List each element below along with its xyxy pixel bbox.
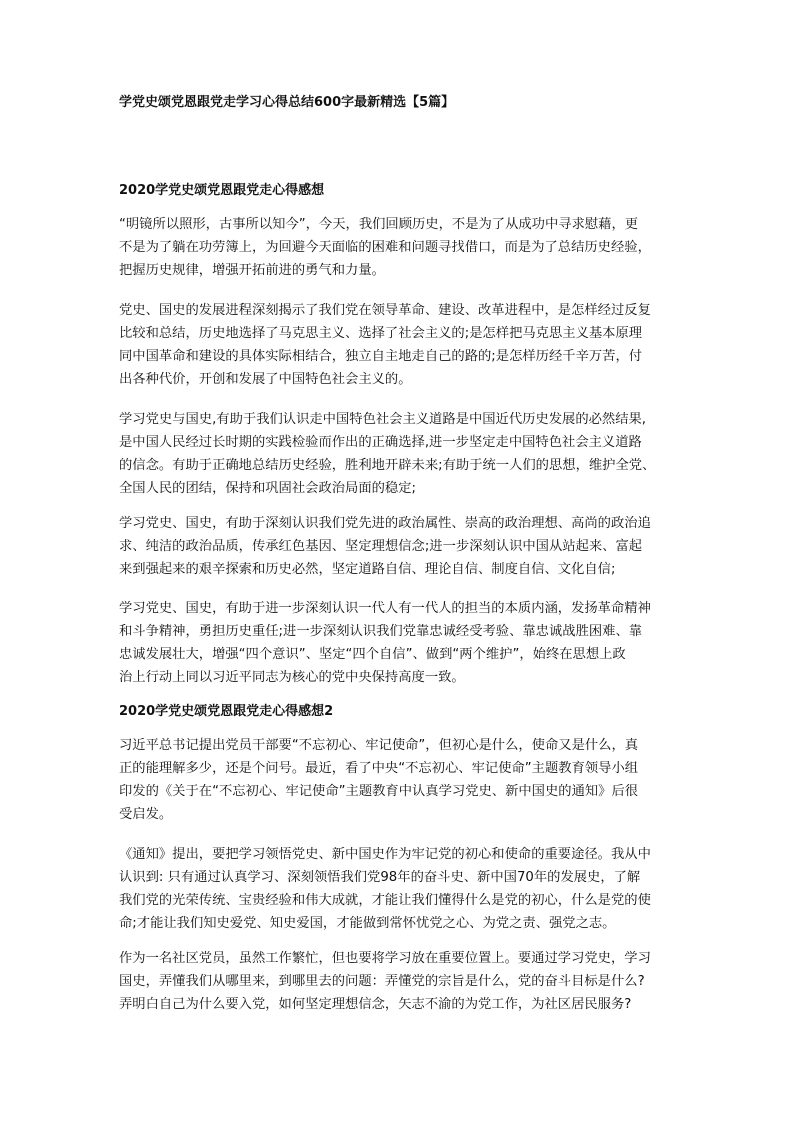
paragraph-line: 正的能理解多少，还是个问号。最近，看了中央“不忘初心、牢记使命”主题教育领导小组	[119, 761, 639, 776]
paragraph-line: 来到强起来的艰辛探索和历史必然，坚定道路自信、理论自信、制度自信、文化自信;	[119, 562, 616, 577]
paragraph-line: 受启发。	[119, 807, 173, 822]
paragraph-line: 忠诚发展壮大，增强“四个意识”、坚定“四个自信”、做到“两个维护”，始终在思想上政	[119, 647, 626, 662]
paragraph-line: 我们党的光荣传统、宝贵经验和伟大成就，才能让我们懂得什么是党的初心，什么是党的使	[119, 893, 651, 908]
paragraph-line: 不是为了躺在功劳簿上，为回避今天面临的困难和问题寻找借口，而是为了总结历史经验，	[119, 240, 651, 255]
paragraph-line: 国史，弄懂我们从哪里来，到哪里去的问题：弄懂党的宗旨是什么，党的奋斗目标是什么?	[119, 974, 645, 989]
paragraph-line: 把握历史规律，增强开拓前进的勇气和力量。	[119, 263, 385, 278]
paragraph-line: 的信念。有助于正确地总结历史经验，胜利地开辟未来;有助于统一人们的思想，维护全党、	[119, 458, 656, 473]
section-heading: 2020学党史颂党恩跟党走心得感想	[119, 183, 325, 198]
section-heading: 2020学党史颂党恩跟党走心得感想2	[119, 704, 334, 719]
paragraph	[119, 299, 685, 391]
paragraph	[119, 597, 685, 689]
paragraph-line: 作为一名社区党员，虽然工作繁忙，但也要将学习放在重要位置上。要通过学习党史，学习	[119, 951, 651, 966]
paragraph-line: 命;才能让我们知史爱党、知史爱国，才能做到常怀忧党之心、为党之责、强党之志。	[119, 916, 616, 931]
paragraph-line: 弄明白自己为什么要入党，如何坚定理想信念，矢志不渝的为党工作，为社区居民服务?	[119, 997, 632, 1012]
paragraph-line: 认识到: 只有通过认真学习、深刻领悟我们党98年的奋斗史、新中国70年的发展史，了解	[119, 870, 641, 885]
paragraph-line: 全国人民的团结，保持和巩固社会政治局面的稳定;	[119, 481, 417, 496]
paragraph	[119, 213, 685, 282]
document-title: 学党史颂党恩跟党走学习心得总结600字最新精选【5篇】	[119, 95, 455, 110]
paragraph-line: 《通知》提出，要把学习领悟党史、新中国史作为牢记党的初心和使命的重要途径。我从中	[119, 847, 651, 862]
paragraph	[119, 512, 685, 581]
paragraph	[119, 843, 685, 935]
paragraph-line: 党史、国史的发展进程深刻揭示了我们党在领导革命、建设、改革进程中，是怎样经过反复	[119, 303, 651, 318]
paragraph	[119, 408, 685, 500]
paragraph-line: 和斗争精神，勇担历史重任;进一步深刻认识我们党靠忠诚经受考验、靠忠诚战胜困难、靠	[119, 624, 643, 639]
paragraph-line: 学习党史、国史，有助于深刻认识我们党先进的政治属性、崇高的政治理想、高尚的政治追	[119, 516, 651, 531]
paragraph-line: 是中国人民经过长时期的实践检验而作出的正确选择,进一步坚定走中国特色社会主义道路	[119, 435, 642, 450]
paragraph-line: “明镜所以照形，古事所以知今”，今天，我们回顾历史，不是为了从成功中寻求慰藉，更	[119, 217, 639, 232]
paragraph-line: 比较和总结，历史地选择了马克思主义、选择了社会主义的;是怎样把马克思主义基本原理	[119, 326, 643, 341]
paragraph-line: 同中国革命和建设的具体实际相结合，独立自主地走自己的路的;是怎样历经千辛万苦，付	[119, 349, 643, 364]
paragraph	[119, 734, 685, 826]
paragraph-line: 治上行动上同以习近平同志为核心的党中央保持高度一致。	[119, 670, 465, 685]
paragraph-line: 求、纯洁的政治品质，传承红色基因、坚定理想信念;进一步深刻认识中国从站起来、富起	[119, 539, 643, 554]
paragraph-line: 学习党史、国史，有助于进一步深刻认识一代人有一代人的担当的本质内涵，发扬革命精神	[119, 601, 651, 616]
paragraph-line: 学习党史与国史,有助于我们认识走中国特色社会主义道路是中国近代历史发展的必然结果,	[119, 412, 647, 427]
paragraph-line: 出各种代价，开创和发展了中国特色社会主义的。	[119, 372, 412, 387]
paragraph-line: 习近平总书记提出党员干部要“不忘初心、牢记使命”，但初心是什么，使命又是什么，真	[119, 738, 639, 753]
paragraph-line: 印发的《关于在“不忘初心、牢记使命”主题教育中认真学习党史、新中国史的通知》后很	[119, 784, 639, 799]
paragraph	[119, 947, 685, 1016]
